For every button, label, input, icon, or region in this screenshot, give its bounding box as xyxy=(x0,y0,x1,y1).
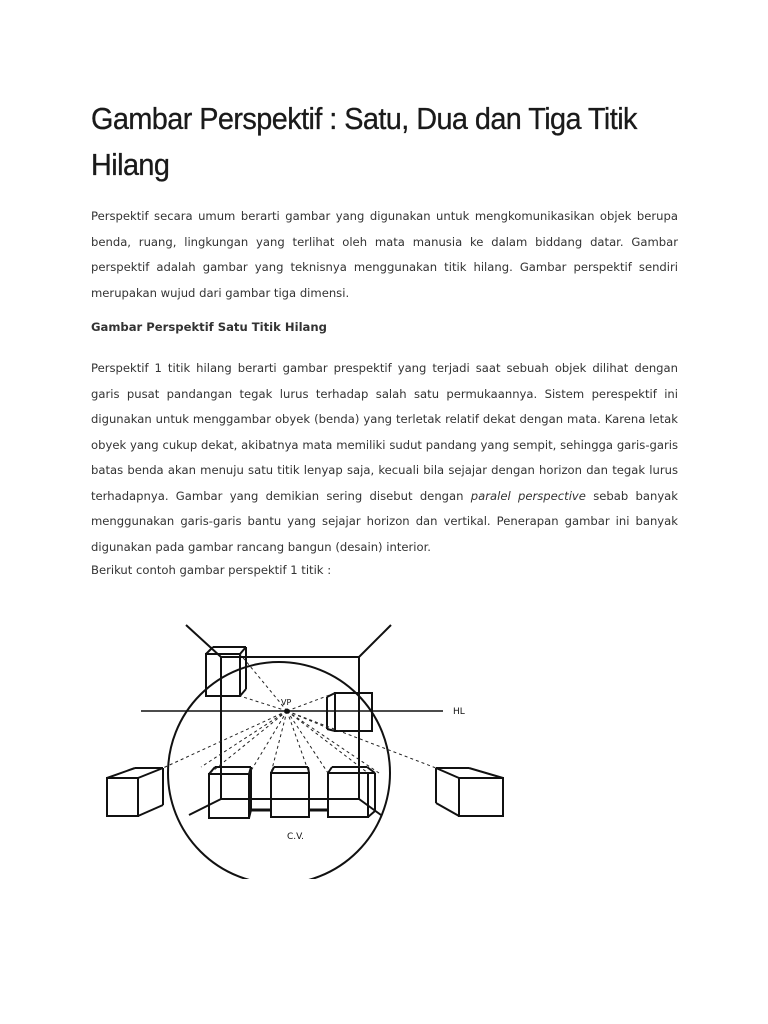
perspective-drawing xyxy=(91,597,511,879)
room-edge-bottom-left xyxy=(189,799,221,815)
intro-paragraph xyxy=(91,204,678,306)
cube-floor-right xyxy=(328,767,375,817)
cube-floor-middle xyxy=(271,767,309,817)
cube-floor-left xyxy=(209,767,251,818)
room-edge-bottom-right xyxy=(359,799,381,815)
room-edge-top-left xyxy=(186,625,221,657)
cube-side-left xyxy=(107,768,163,816)
section-body-text xyxy=(91,356,678,560)
vanishing-point-dot xyxy=(285,709,290,714)
cone-of-vision-circle xyxy=(168,662,390,879)
vp-label: VP xyxy=(281,698,292,707)
perspective-guidelines xyxy=(163,654,436,774)
body-text-emphasis: paralel perspective xyxy=(470,488,586,503)
section-heading: Gambar Perspektif Satu Titik Hilang xyxy=(91,320,327,334)
figure-lead-text: Berikut contoh gambar perspektif 1 titik : xyxy=(91,563,332,577)
cv-label: C.V. xyxy=(287,832,305,842)
cube-side-right xyxy=(436,768,503,816)
body-text-b: sebab banyak menggunakan garis-garis bantu yang sejajar horizon dan vertikal. Penerapan gambar ini banyak digunakan pada gambar rancang bangun (desain) interior. xyxy=(91,488,678,554)
room-edge-top-right xyxy=(359,625,391,657)
intro-text: Perspektif secara umum berarti gambar yang digunakan untuk mengkomunikasikan objek berupa benda, ruang, lingkungan yang terlihat oleh mata manusia ke dalam biddang datar. Gambar perspektif adalah gambar yang teknisnya menggunakan titik hilang. Gambar perspektif sendiri merupakan wujud dari gambar tiga dimensi. xyxy=(91,209,678,300)
article-title: Gambar Perspektif : Satu, Dua dan Tiga Titik Hilang xyxy=(91,101,637,182)
body-text-a: Perspektif 1 titik hilang berarti gambar prespektif yang terjadi saat sebuah objek dilihat dengan garis pusat pandangan tegak lurus terhadap salah satu permukaannya. Sistem perespektif ini digunakan untuk menggambar obyek (benda) yang terletak relatif dekat dengan mata. Karena letak obyek yang cukup dekat, akibatnya mata memiliki sudut pandang yang sempit, sehingga garis-garis batas benda akan menuju satu titik lenyap saja, kecuali bila sejajar dengan horizon dan tegak lurus terhadapnya. Gambar yang demikian sering disebut dengan xyxy=(91,361,678,503)
cube-right xyxy=(327,693,372,731)
hl-label: HL xyxy=(453,707,465,717)
section-body xyxy=(91,356,678,560)
one-point-perspective-figure xyxy=(91,597,511,879)
